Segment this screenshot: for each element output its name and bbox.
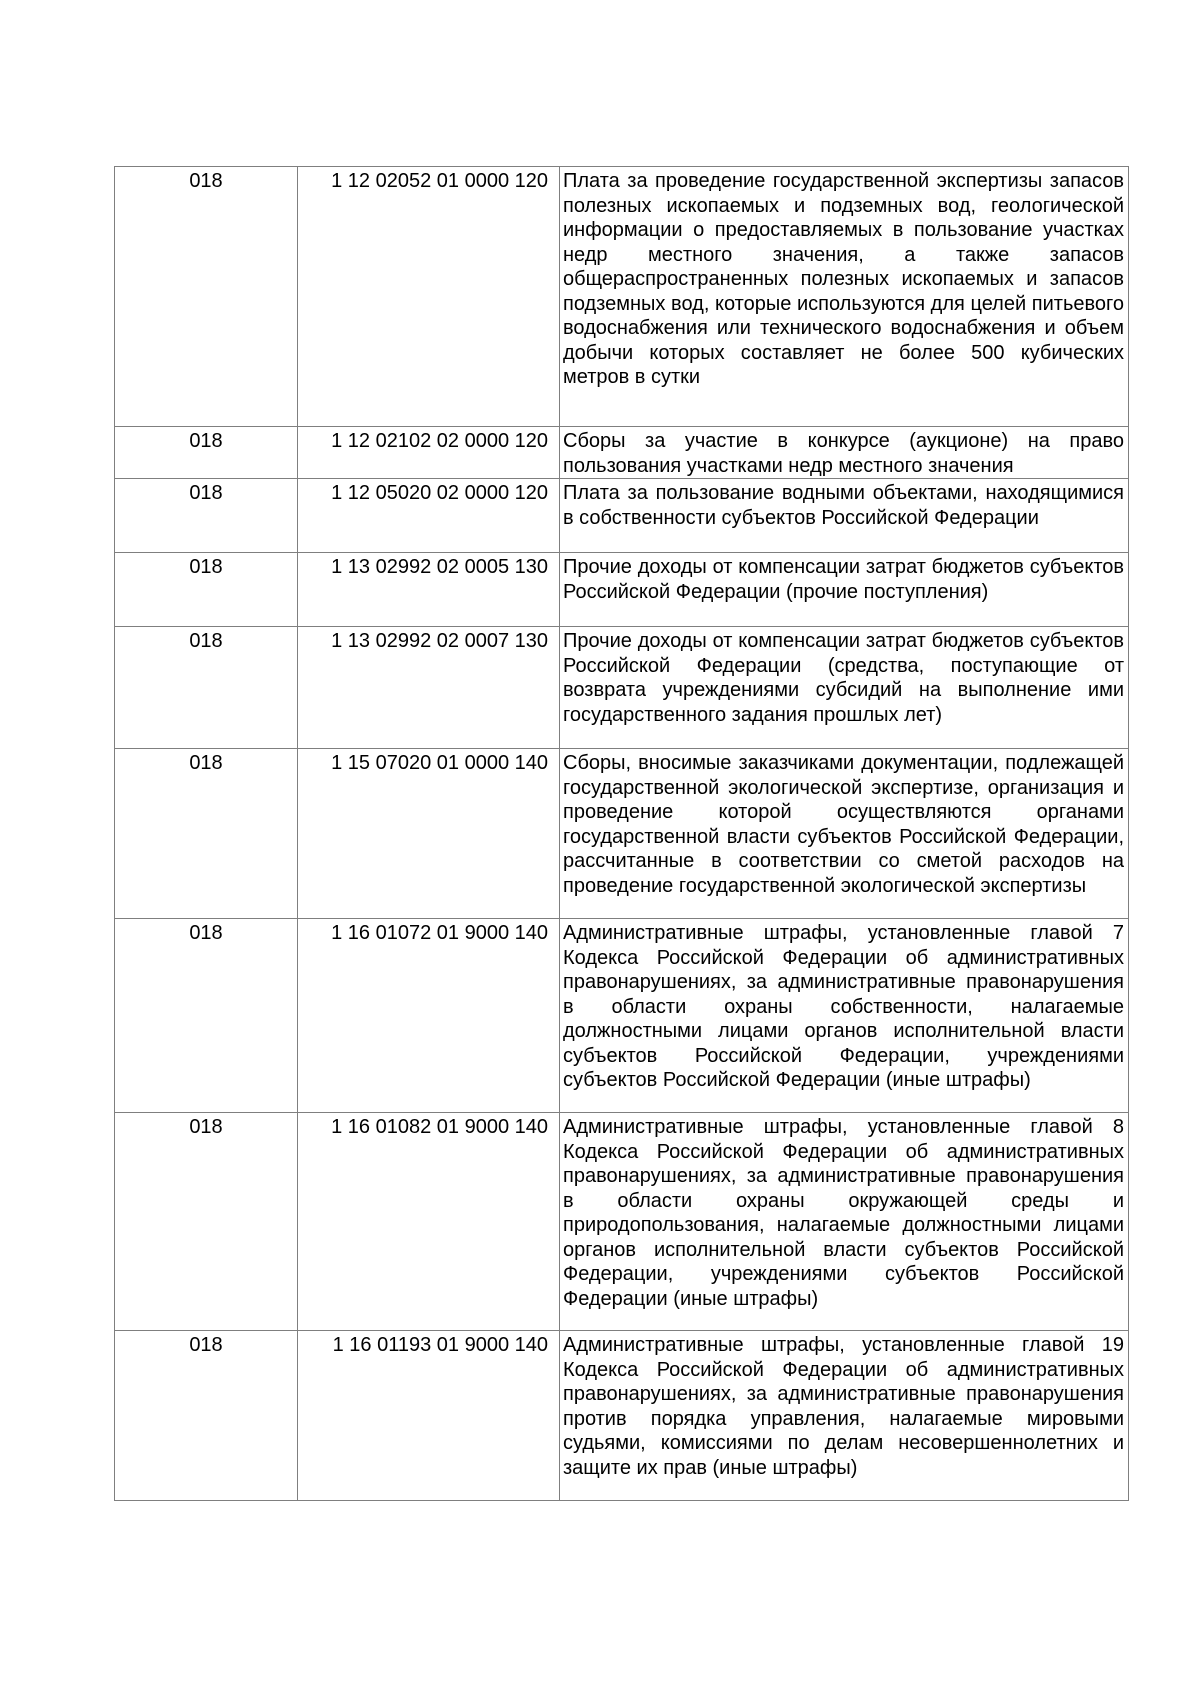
description-cell [560, 919, 1129, 1113]
admin-code-cell: 018 [115, 553, 298, 627]
budget-code-cell: 1 13 02992 02 0005 130 [298, 553, 560, 627]
budget-code-cell: 1 15 07020 01 0000 140 [298, 749, 560, 919]
description-cell [560, 167, 1129, 427]
description-cell [560, 749, 1129, 919]
description-text: Прочие доходы от компенсации затрат бюджетов субъектов Российской Федерации (средства, поступающие от возврата учреждениями субсидий на выполнение ими государственного задания прошлых лет) [563, 630, 1124, 726]
description-cell [560, 427, 1129, 479]
table-row [115, 167, 1129, 427]
description-text: Прочие доходы от компенсации затрат бюджетов субъектов Российской Федерации (прочие поступления) [563, 556, 1124, 603]
table-row [115, 919, 1129, 1113]
table-row [115, 427, 1129, 479]
table-row [115, 627, 1129, 749]
budget-code-cell: 1 12 05020 02 0000 120 [298, 479, 560, 553]
table-row [115, 1113, 1129, 1331]
admin-code-cell: 018 [115, 167, 298, 427]
description-cell [560, 1331, 1129, 1501]
admin-code-cell: 018 [115, 479, 298, 553]
budget-code-cell: 1 13 02992 02 0007 130 [298, 627, 560, 749]
admin-code-cell: 018 [115, 627, 298, 749]
budget-code-cell: 1 12 02102 02 0000 120 [298, 427, 560, 479]
description-text: Сборы за участие в конкурсе (аукционе) на право пользования участками недр местного значения [563, 430, 1124, 477]
table-row [115, 553, 1129, 627]
description-text: Плата за проведение государственной экспертизы запасов полезных ископаемых и подземных вод, геологической информации о предоставляемых в пользование участках недр местного значения, а также запасов общераспространенных полезных ископаемых и запасов подземных вод, которые используются для целей питьевого водоснабжения или технического водоснабжения и объем добычи которых составляет не более 500 кубических метров в сутки [563, 170, 1124, 388]
revenue-codes-table [114, 166, 1129, 1501]
admin-code-cell: 018 [115, 427, 298, 479]
description-cell [560, 479, 1129, 553]
description-text: Административные штрафы, установленные главой 19 Кодекса Российской Федерации об административных правонарушениях, за административные правонарушения против порядка управления, налагаемые мировыми судьями, комиссиями по делам несовершеннолетних и защите их прав (иные штрафы) [563, 1334, 1124, 1479]
admin-code-cell: 018 [115, 919, 298, 1113]
description-cell [560, 627, 1129, 749]
table-row [115, 1331, 1129, 1501]
description-text: Сборы, вносимые заказчиками документации, подлежащей государственной экологической экспертизе, организация и проведение которой осуществляются органами государственной власти субъектов Российской Федерации, рассчитанные в соответствии со сметой расходов на проведение государственной экологической экспертизы [563, 752, 1124, 897]
description-cell [560, 553, 1129, 627]
admin-code-cell: 018 [115, 1331, 298, 1501]
description-text: Административные штрафы, установленные главой 8 Кодекса Российской Федерации об административных правонарушениях, за административные правонарушения в области охраны окружающей среды и природопользования, налагаемые должностными лицами органов исполнительной власти субъектов Российской Федерации, учреждениями субъектов Российской Федерации (иные штрафы) [563, 1116, 1124, 1310]
admin-code-cell: 018 [115, 749, 298, 919]
table-body [115, 167, 1129, 1501]
table-row [115, 479, 1129, 553]
budget-code-cell: 1 16 01082 01 9000 140 [298, 1113, 560, 1331]
budget-code-cell: 1 12 02052 01 0000 120 [298, 167, 560, 427]
description-cell [560, 1113, 1129, 1331]
budget-code-cell: 1 16 01072 01 9000 140 [298, 919, 560, 1113]
admin-code-cell: 018 [115, 1113, 298, 1331]
description-text: Плата за пользование водными объектами, находящимися в собственности субъектов Российской Федерации [563, 482, 1124, 529]
description-text: Административные штрафы, установленные главой 7 Кодекса Российской Федерации об административных правонарушениях, за административные правонарушения в области охраны собственности, налагаемые должностными лицами органов исполнительной власти субъектов Российской Федерации, учреждениями субъектов Российской Федерации (иные штрафы) [563, 922, 1124, 1091]
budget-code-cell: 1 16 01193 01 9000 140 [298, 1331, 560, 1501]
table-row [115, 749, 1129, 919]
